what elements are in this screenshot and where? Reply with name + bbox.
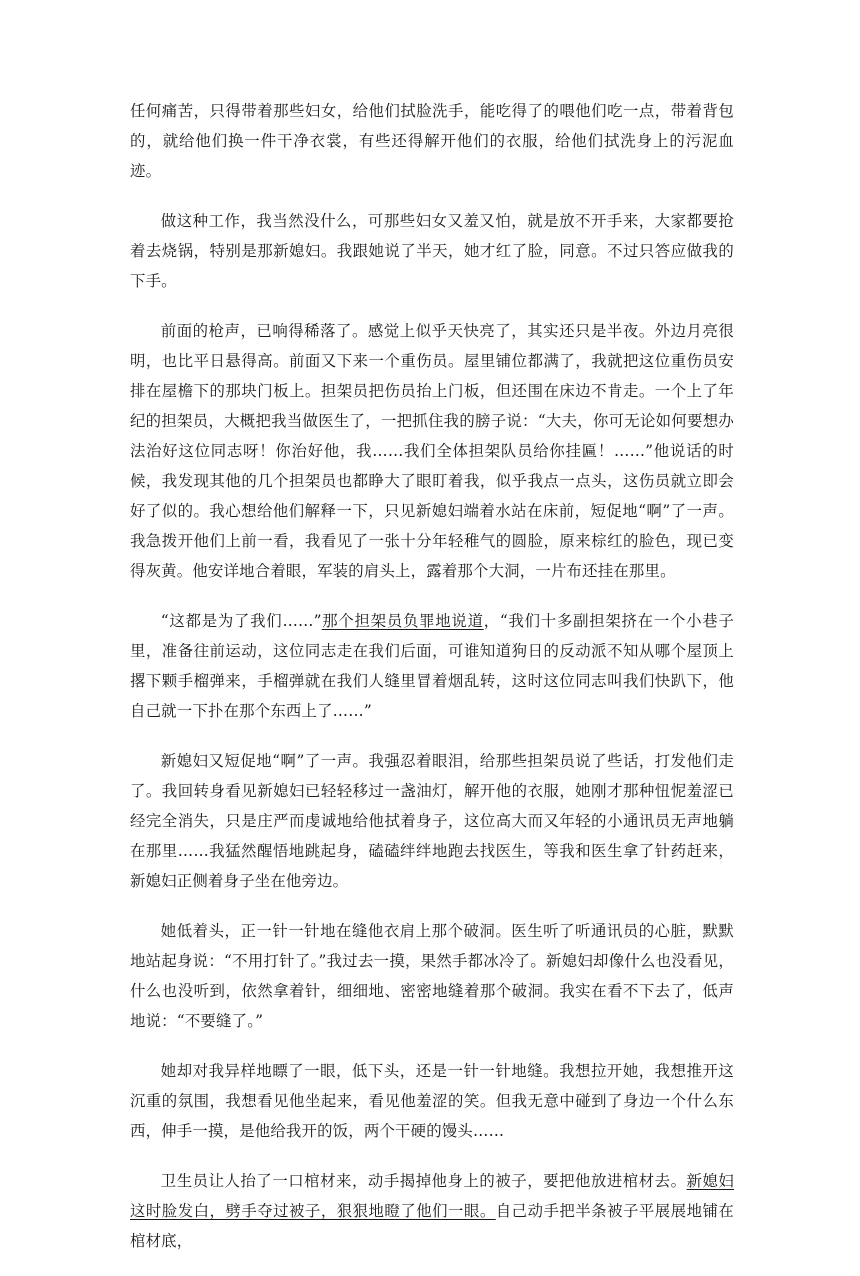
- paragraph-text: 自己动手把半条被子平展展地铺在棺材底，: [130, 1202, 734, 1250]
- paragraph-7: [130, 1056, 734, 1146]
- paragraph-2: [130, 206, 734, 296]
- paragraph-text: 卫生员让人抬了一口棺材来，动手揭掉他身上的被子，要把他放进棺材去。: [160, 1172, 687, 1190]
- paragraph-4: [130, 606, 734, 726]
- paragraph-text: 前面的枪声，已响得稀落了。感觉上似乎天快亮了，其实还只是半夜。外边月亮很明，也比平日悬得高。前面又下来一个重伤员。屋里铺位都满了，我就把这位重伤员安排在屋檐下的那块门板上。担架员把伤员抬上门板，但还围在床边不肯走。一个上了年纪的担架员，大概把我当做医生了，一把抓住我的膀子说：“大夫，你可无论如何要想办法治好这位同志呀！你治好他，我……我们全体担架队员给你挂匾！……”他说话的时候，我发现其他的几个担架员也都睁大了眼盯着我，似乎我点一点头，这伤员就立即会好了似的。我心想给他们解释一下，只见新媳妇端着水站在床前，短促地“啊”了一声。我急拨开他们上前一看，我看见了一张十分年轻稚气的圆脸，原来棕红的脸色，现已变得灰黄。他安详地合着眼，军装的肩头上，露着那个大洞，一片布还挂在那里。: [130, 322, 734, 580]
- paragraph-6: [130, 916, 734, 1036]
- paragraph-5: [130, 746, 734, 896]
- paragraph-text: 任何痛苦，只得带着那些妇女，给他们拭脸洗手，能吃得了的喂他们吃一点，带着背包的，就给他们换一件干净衣裳，有些还得解开他们的衣服，给他们拭洗身上的污泥血迹。: [130, 102, 734, 180]
- paragraph-1: [130, 96, 734, 186]
- paragraph-text: ，“我们十多副担架挤在一个小巷子里，准备往前运动，这位同志走在我们后面，可谁知道狗日的反动派不知从哪个屋顶上撂下颗手榴弹来，手榴弹就在我们人缝里冒着烟乱转，这时这位同志叫我们快趴下，他自己就一下扑在那个东西上了……”: [130, 612, 734, 720]
- paragraph-text: 她低着头，正一针一针地在缝他衣肩上那个破洞。医生听了听通讯员的心脏，默默地站起身说：“不用打针了。”我过去一摸，果然手都冰冷了。新媳妇却像什么也没看见，什么也没听到，依然拿着针，细细地、密密地缝着那个破洞。我实在看不下去了，低声地说：“不要缝了。”: [130, 922, 734, 1030]
- paragraph-3: [130, 316, 734, 586]
- paragraph-text: 新媳妇又短促地“啊”了一声。我强忍着眼泪，给那些担架员说了些话，打发他们走了。我回转身看见新媳妇已轻轻移过一盏油灯，解开他的衣服，她刚才那种忸怩羞涩已经完全消失，只是庄严而虔诚地给他拭着身子，这位高大而又年轻的小通讯员无声地躺在那里……我猛然醒悟地跳起身，磕磕绊绊地跑去找医生，等我和医生拿了针药赶来，新媳妇正侧着身子坐在他旁边。: [130, 752, 734, 890]
- paragraph-text: 她却对我异样地瞟了一眼，低下头，还是一针一针地缝。我想拉开她，我想推开这沉重的氛围，我想看见他坐起来，看见他羞涩的笑。但我无意中碰到了身边一个什么东西，伸手一摸，是他给我开的饭，两个干硬的馒头……: [130, 1062, 734, 1140]
- document-body: [130, 96, 734, 1276]
- paragraph-text: 做这种工作，我当然没什么，可那些妇女又羞又怕，就是放不开手来，大家都要抢着去烧锅，特别是那新媳妇。我跟她说了半天，她才红了脸，同意。不过只答应做我的下手。: [130, 212, 734, 290]
- underlined-phrase: 那个担架员负罪地说道: [321, 612, 484, 630]
- paragraph-8: [130, 1166, 734, 1256]
- paragraph-text: “这都是为了我们……”: [160, 612, 322, 630]
- underlined-phrase: 新媳妇这时脸发白，劈手夺过被子，狠狠地瞪了他们一眼。: [130, 1172, 734, 1220]
